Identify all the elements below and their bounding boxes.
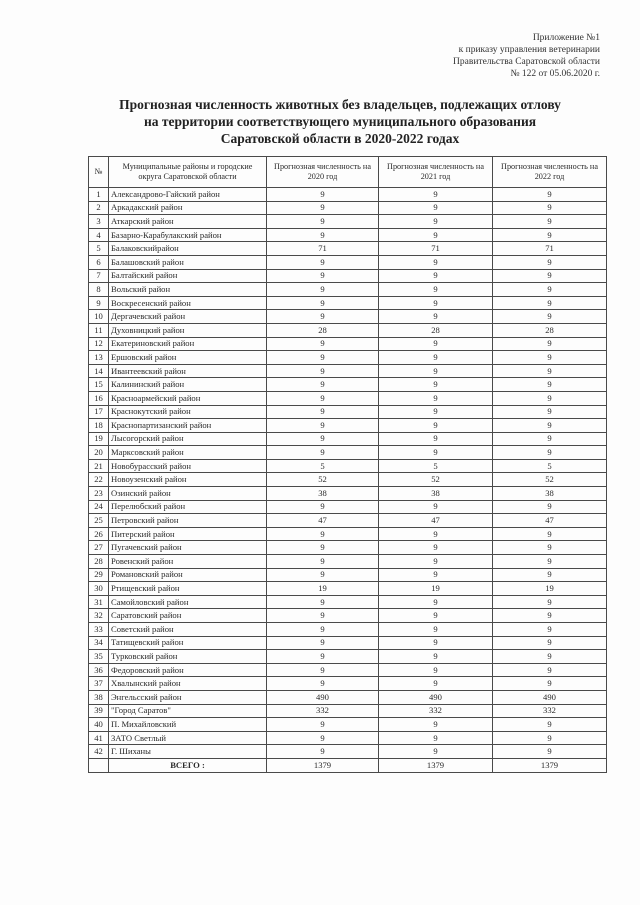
row-value-2021: 9: [379, 419, 493, 433]
table-row: [89, 378, 607, 392]
row-number: 33: [89, 623, 109, 637]
table-row: [89, 228, 607, 242]
row-value-2022: 9: [493, 283, 607, 297]
row-value-2020: 9: [267, 555, 379, 569]
row-number: 39: [89, 704, 109, 718]
table-row: [89, 432, 607, 446]
row-value-2021: 9: [379, 555, 493, 569]
row-number: 17: [89, 405, 109, 419]
row-value-2022: 9: [493, 745, 607, 759]
table-row: [89, 215, 607, 229]
header-name: Муниципальные районы и городские округа Саратовской области: [109, 157, 267, 188]
row-number: 4: [89, 228, 109, 242]
row-number: 38: [89, 690, 109, 704]
row-value-2020: 9: [267, 283, 379, 297]
row-name: Дергачевский район: [109, 310, 267, 324]
row-value-2022: 38: [493, 487, 607, 501]
row-value-2021: 47: [379, 514, 493, 528]
row-number: 5: [89, 242, 109, 256]
table-row: [89, 242, 607, 256]
row-number: 25: [89, 514, 109, 528]
table-row: [89, 459, 607, 473]
row-value-2020: 9: [267, 228, 379, 242]
row-value-2022: 52: [493, 473, 607, 487]
row-value-2022: 9: [493, 405, 607, 419]
row-value-2021: 9: [379, 296, 493, 310]
table-row: [89, 188, 607, 202]
row-value-2022: 490: [493, 690, 607, 704]
table-row: [89, 283, 607, 297]
row-name: Краснопартизанский район: [109, 419, 267, 433]
row-value-2020: 19: [267, 582, 379, 596]
row-value-2020: 9: [267, 378, 379, 392]
row-value-2020: 9: [267, 745, 379, 759]
row-number: 34: [89, 636, 109, 650]
row-number: 2: [89, 201, 109, 215]
table-row: [89, 582, 607, 596]
row-value-2020: 28: [267, 323, 379, 337]
row-value-2022: 9: [493, 378, 607, 392]
row-number: 35: [89, 650, 109, 664]
row-value-2020: 9: [267, 677, 379, 691]
row-value-2021: 71: [379, 242, 493, 256]
row-value-2021: 5: [379, 459, 493, 473]
row-name: "Город Саратов": [109, 704, 267, 718]
table-row: [89, 609, 607, 623]
row-value-2022: 9: [493, 296, 607, 310]
row-number: 36: [89, 663, 109, 677]
row-value-2021: 9: [379, 405, 493, 419]
row-name: Екатериновский район: [109, 337, 267, 351]
row-value-2022: 9: [493, 446, 607, 460]
row-value-2020: 9: [267, 595, 379, 609]
row-number: 29: [89, 568, 109, 582]
table-row: [89, 527, 607, 541]
row-value-2022: 9: [493, 527, 607, 541]
row-value-2021: 9: [379, 446, 493, 460]
row-value-2022: 9: [493, 595, 607, 609]
row-value-2020: 9: [267, 391, 379, 405]
row-value-2020: 332: [267, 704, 379, 718]
row-number: 21: [89, 459, 109, 473]
row-number: 26: [89, 527, 109, 541]
row-number: 41: [89, 731, 109, 745]
title-line-1: Прогнозная численность животных без владельцев, подлежащих отлову: [119, 97, 561, 112]
table-row: [89, 296, 607, 310]
table-row: [89, 419, 607, 433]
row-value-2022: 9: [493, 677, 607, 691]
row-number: 16: [89, 391, 109, 405]
row-value-2021: 9: [379, 432, 493, 446]
row-name: Самойловский район: [109, 595, 267, 609]
row-value-2022: 19: [493, 582, 607, 596]
row-name: Ивантеевский район: [109, 364, 267, 378]
table-row: [89, 351, 607, 365]
header-num: №: [89, 157, 109, 188]
row-number: 31: [89, 595, 109, 609]
table-row: [89, 690, 607, 704]
row-value-2020: 9: [267, 609, 379, 623]
row-value-2021: 9: [379, 527, 493, 541]
appendix-line-2: к приказу управления ветеринарии: [458, 45, 600, 55]
row-value-2020: 9: [267, 419, 379, 433]
table-row: [89, 500, 607, 514]
row-name: Новоузенский район: [109, 473, 267, 487]
row-value-2022: 9: [493, 337, 607, 351]
row-value-2021: 9: [379, 351, 493, 365]
row-value-2021: 9: [379, 188, 493, 202]
row-value-2021: 9: [379, 677, 493, 691]
total-2020: 1379: [267, 758, 379, 772]
row-number: 18: [89, 419, 109, 433]
table-header-row: [89, 157, 607, 188]
row-name: Ртищевский район: [109, 582, 267, 596]
row-name: Новобурасский район: [109, 459, 267, 473]
document-title: [70, 96, 610, 147]
table-row: [89, 405, 607, 419]
row-value-2022: 9: [493, 636, 607, 650]
row-number: 8: [89, 283, 109, 297]
table-row: [89, 473, 607, 487]
row-value-2020: 9: [267, 201, 379, 215]
row-value-2021: 332: [379, 704, 493, 718]
row-value-2022: 28: [493, 323, 607, 337]
row-value-2021: 9: [379, 378, 493, 392]
row-value-2020: 9: [267, 432, 379, 446]
title-line-3: Саратовской области в 2020-2022 годах: [220, 131, 460, 146]
row-name: П. Михайловский: [109, 718, 267, 732]
table-row: [89, 623, 607, 637]
row-value-2022: 9: [493, 663, 607, 677]
row-value-2021: 9: [379, 364, 493, 378]
table-row: [89, 677, 607, 691]
row-value-2020: 9: [267, 541, 379, 555]
row-number: 30: [89, 582, 109, 596]
row-value-2020: 9: [267, 188, 379, 202]
row-number: 28: [89, 555, 109, 569]
row-value-2020: 9: [267, 636, 379, 650]
row-value-2020: 9: [267, 364, 379, 378]
row-value-2022: 9: [493, 310, 607, 324]
row-value-2022: 9: [493, 568, 607, 582]
row-name: Воскресенский район: [109, 296, 267, 310]
row-name: Красноармейский район: [109, 391, 267, 405]
row-value-2020: 52: [267, 473, 379, 487]
table-row: [89, 514, 607, 528]
row-number: 11: [89, 323, 109, 337]
row-value-2021: 9: [379, 731, 493, 745]
row-value-2020: 47: [267, 514, 379, 528]
row-value-2020: 9: [267, 337, 379, 351]
row-value-2021: 9: [379, 269, 493, 283]
row-name: Турковский район: [109, 650, 267, 664]
row-value-2021: 9: [379, 609, 493, 623]
title-line-2: на территории соответствующего муниципального образования: [143, 114, 537, 129]
row-value-2021: 490: [379, 690, 493, 704]
row-value-2022: 9: [493, 228, 607, 242]
table-row: [89, 391, 607, 405]
row-value-2022: 9: [493, 432, 607, 446]
row-name: Аркадакский район: [109, 201, 267, 215]
row-value-2021: 9: [379, 215, 493, 229]
row-name: Петровский район: [109, 514, 267, 528]
row-value-2021: 9: [379, 228, 493, 242]
row-value-2022: 9: [493, 419, 607, 433]
table-row: [89, 595, 607, 609]
row-number: 15: [89, 378, 109, 392]
row-number: 24: [89, 500, 109, 514]
row-value-2020: 9: [267, 527, 379, 541]
table-row: [89, 201, 607, 215]
row-value-2020: 9: [267, 296, 379, 310]
row-value-2021: 9: [379, 500, 493, 514]
row-number: 42: [89, 745, 109, 759]
row-name: Советский район: [109, 623, 267, 637]
row-value-2021: 38: [379, 487, 493, 501]
row-value-2022: 5: [493, 459, 607, 473]
table-row: [89, 636, 607, 650]
row-number: 22: [89, 473, 109, 487]
row-value-2022: 9: [493, 555, 607, 569]
table-row: [89, 663, 607, 677]
row-name: Вольский район: [109, 283, 267, 297]
table-row: [89, 337, 607, 351]
row-number: 40: [89, 718, 109, 732]
row-number: 14: [89, 364, 109, 378]
row-value-2021: 9: [379, 650, 493, 664]
table-row: [89, 650, 607, 664]
table-row: [89, 310, 607, 324]
row-value-2021: 9: [379, 745, 493, 759]
total-2021: 1379: [379, 758, 493, 772]
total-num-cell: [89, 758, 109, 772]
row-name: Ершовский район: [109, 351, 267, 365]
row-value-2021: 19: [379, 582, 493, 596]
row-value-2022: 47: [493, 514, 607, 528]
total-2022: 1379: [493, 758, 607, 772]
row-value-2020: 71: [267, 242, 379, 256]
row-name: Марксовский район: [109, 446, 267, 460]
row-value-2020: 9: [267, 500, 379, 514]
row-value-2022: 332: [493, 704, 607, 718]
row-number: 10: [89, 310, 109, 324]
row-name: Энгельсский район: [109, 690, 267, 704]
row-value-2021: 9: [379, 310, 493, 324]
row-value-2020: 9: [267, 351, 379, 365]
table-row: [89, 704, 607, 718]
row-value-2020: 9: [267, 623, 379, 637]
row-name: Татищевский район: [109, 636, 267, 650]
row-value-2022: 9: [493, 623, 607, 637]
row-value-2021: 9: [379, 623, 493, 637]
row-name: Лысогорский район: [109, 432, 267, 446]
table-row: [89, 446, 607, 460]
row-value-2020: 9: [267, 215, 379, 229]
row-name: Балаковскийрайон: [109, 242, 267, 256]
table-row: [89, 718, 607, 732]
row-name: Г. Шиханы: [109, 745, 267, 759]
row-value-2020: 9: [267, 310, 379, 324]
row-value-2022: 9: [493, 201, 607, 215]
row-name: ЗАТО Светлый: [109, 731, 267, 745]
header-2022: Прогнозная численность на 2022 год: [493, 157, 607, 188]
row-name: Аткарский район: [109, 215, 267, 229]
table-row: [89, 745, 607, 759]
row-value-2022: 9: [493, 215, 607, 229]
row-name: Базарно-Карабулакский район: [109, 228, 267, 242]
row-name: Краснокутский район: [109, 405, 267, 419]
population-table: [88, 156, 607, 773]
row-value-2021: 9: [379, 636, 493, 650]
table-row: [89, 568, 607, 582]
row-number: 27: [89, 541, 109, 555]
row-value-2022: 9: [493, 541, 607, 555]
row-value-2021: 9: [379, 595, 493, 609]
row-value-2021: 9: [379, 718, 493, 732]
table-row: [89, 364, 607, 378]
header-2020: Прогнозная численность на 2020 год: [267, 157, 379, 188]
appendix-line-3: Правительства Саратовской области: [453, 57, 600, 67]
row-value-2021: 9: [379, 568, 493, 582]
row-value-2020: 490: [267, 690, 379, 704]
table-row: [89, 269, 607, 283]
row-name: Калининский район: [109, 378, 267, 392]
row-name: Романовский район: [109, 568, 267, 582]
row-number: 20: [89, 446, 109, 460]
table-row: [89, 541, 607, 555]
row-value-2021: 9: [379, 391, 493, 405]
row-number: 23: [89, 487, 109, 501]
row-value-2021: 52: [379, 473, 493, 487]
row-value-2021: 9: [379, 283, 493, 297]
row-value-2022: 71: [493, 242, 607, 256]
row-value-2022: 9: [493, 269, 607, 283]
row-value-2020: 9: [267, 663, 379, 677]
row-value-2021: 28: [379, 323, 493, 337]
row-name: Хвалынский район: [109, 677, 267, 691]
row-value-2022: 9: [493, 364, 607, 378]
row-value-2021: 9: [379, 541, 493, 555]
row-name: Балтайский район: [109, 269, 267, 283]
total-label: ВСЕГО :: [109, 758, 267, 772]
row-value-2020: 9: [267, 731, 379, 745]
header-2021: Прогнозная численность на 2021 год: [379, 157, 493, 188]
row-value-2020: 9: [267, 568, 379, 582]
row-number: 12: [89, 337, 109, 351]
row-number: 7: [89, 269, 109, 283]
row-name: Балашовский район: [109, 255, 267, 269]
appendix-line-1: Приложение №1: [532, 33, 600, 43]
table-row: [89, 555, 607, 569]
row-value-2022: 9: [493, 609, 607, 623]
row-value-2022: 9: [493, 731, 607, 745]
row-value-2020: 9: [267, 255, 379, 269]
row-name: Озинский район: [109, 487, 267, 501]
row-name: Питерский район: [109, 527, 267, 541]
row-value-2022: 9: [493, 188, 607, 202]
row-number: 6: [89, 255, 109, 269]
row-name: Саратовский район: [109, 609, 267, 623]
row-value-2020: 9: [267, 405, 379, 419]
row-value-2021: 9: [379, 337, 493, 351]
row-number: 1: [89, 188, 109, 202]
row-name: Александрово-Гайский район: [109, 188, 267, 202]
row-value-2020: 9: [267, 718, 379, 732]
row-name: Духовницкий район: [109, 323, 267, 337]
row-name: Ровенский район: [109, 555, 267, 569]
row-name: Перелюбский район: [109, 500, 267, 514]
row-value-2022: 9: [493, 500, 607, 514]
row-number: 13: [89, 351, 109, 365]
table-body: [89, 188, 607, 759]
row-value-2022: 9: [493, 718, 607, 732]
table-row: [89, 731, 607, 745]
row-value-2020: 9: [267, 650, 379, 664]
row-value-2020: 9: [267, 446, 379, 460]
row-value-2020: 9: [267, 269, 379, 283]
row-value-2020: 38: [267, 487, 379, 501]
row-name: Пугачевский район: [109, 541, 267, 555]
row-number: 3: [89, 215, 109, 229]
row-value-2022: 9: [493, 650, 607, 664]
appendix-line-4: № 122 от 05.06.2020 г.: [510, 69, 600, 79]
row-value-2021: 9: [379, 255, 493, 269]
row-number: 37: [89, 677, 109, 691]
table-row: [89, 323, 607, 337]
appendix-block: [453, 32, 600, 80]
row-number: 32: [89, 609, 109, 623]
total-row: [89, 758, 607, 772]
row-value-2021: 9: [379, 201, 493, 215]
table-row: [89, 487, 607, 501]
table-row: [89, 255, 607, 269]
row-value-2020: 5: [267, 459, 379, 473]
row-value-2021: 9: [379, 663, 493, 677]
row-value-2022: 9: [493, 351, 607, 365]
row-name: Федоровский район: [109, 663, 267, 677]
row-value-2022: 9: [493, 391, 607, 405]
row-number: 19: [89, 432, 109, 446]
row-value-2022: 9: [493, 255, 607, 269]
row-number: 9: [89, 296, 109, 310]
